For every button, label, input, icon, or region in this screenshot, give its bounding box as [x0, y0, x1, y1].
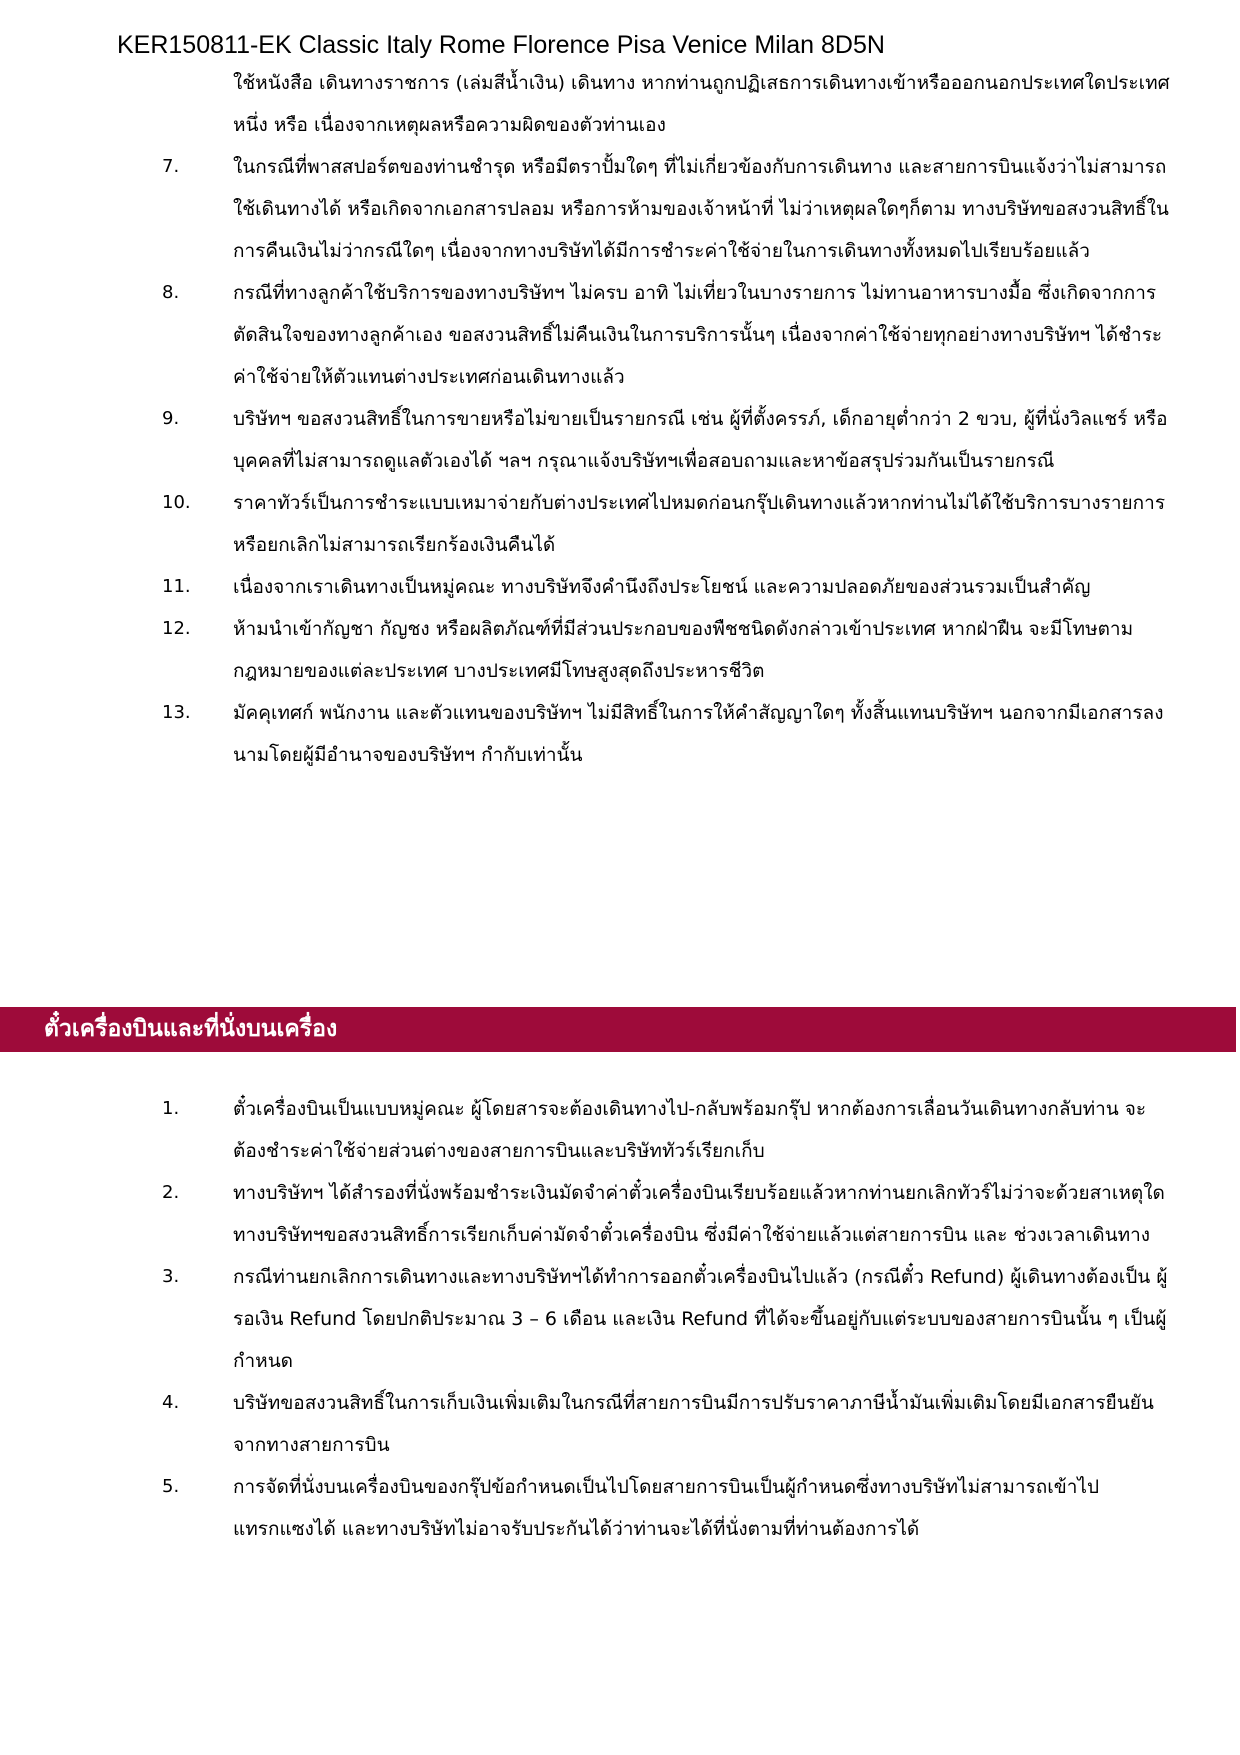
list-item-text: บริษัทฯ ขอสงวนสิทธิ์ในการขายหรือไม่ขายเป็นรายกรณี เช่น ผู้ที่ตั้งครรภ์, เด็กอายุต่ำกว่า 2 ขวบ, ผู้ที่นั่งวิลแชร์ หรือบุคคลที่ไม่สามารถดูแลตัวเองได้ ฯลฯ กรุณาแจ้งบริษัทฯเพื่อสอบถามและหาข้อสรุปร่วมกันเป็นรายกรณี — [233, 408, 1168, 472]
list-item-number: 10. — [162, 492, 191, 513]
list-item-text: มัคคุเทศก์ พนักงาน และตัวแทนของบริษัทฯ ไม่มีสิทธิ์ในการให้คำสัญญาใดๆ ทั้งสิ้นแทนบริษัทฯ นอกจากมีเอกสารลงนามโดยผู้มีอำนาจของบริษัทฯ กำกับเท่านั้น — [233, 702, 1164, 766]
list-item-number: 2. — [162, 1182, 180, 1203]
list-item-number: 7. — [162, 156, 180, 177]
list-item-number: 9. — [162, 408, 180, 429]
list-item — [0, 566, 1240, 608]
conditions-list — [0, 62, 1240, 776]
list-item-text: เนื่องจากเราเดินทางเป็นหมู่คณะ ทางบริษัทจึงคำนึงถึงประโยชน์ และความปลอดภัยของส่วนรวมเป็นสำคัญ — [233, 576, 1091, 598]
list-item-number: 12. — [162, 618, 191, 639]
list-item — [0, 1256, 1240, 1382]
document-header-title: KER150811-EK Classic Italy Rome Florence Pisa Venice Milan 8D5N — [117, 31, 885, 59]
list-item-text: บริษัทขอสงวนสิทธิ์ในการเก็บเงินเพิ่มเติมในกรณีที่สายการบินมีการปรับราคาภาษีน้ำมันเพิ่มเติมโดยมีเอกสารยืนยันจากทางสายการบิน — [233, 1392, 1154, 1456]
list-item-text: ตั๋วเครื่องบินเป็นแบบหมู่คณะ ผู้โดยสารจะต้องเดินทางไป-กลับพร้อมกรุ๊ป หากต้องการเลื่อนวันเดินทางกลับท่าน จะต้องชำระค่าใช้จ่ายส่วนต่างของสายการบินและบริษัททัวร์เรียกเก็บ — [233, 1098, 1147, 1162]
list-item-text: กรณีที่ทางลูกค้าใช้บริการของทางบริษัทฯ ไม่ครบ อาทิ ไม่เที่ยวในบางรายการ ไม่ทานอาหารบางมื้อ ซึ่งเกิดจากการตัดสินใจของทางลูกค้าเอง ขอสงวนสิทธิ์ไม่คืนเงินในการบริการนั้นๆ เนื่องจากค่าใช้จ่ายทุกอย่างทางบริษัทฯ ได้ชำระค่าใช้จ่ายให้ตัวแทนต่างประเทศก่อนเดินทางแล้ว — [233, 282, 1163, 388]
list-item-text: ทางบริษัทฯ ได้สำรองที่นั่งพร้อมชำระเงินมัดจำค่าตั๋วเครื่องบินเรียบร้อยแล้วหากท่านยกเลิกทัวร์ไม่ว่าจะด้วยสาเหตุใดทางบริษัทฯขอสงวนสิทธิ์การเรียกเก็บค่ามัดจำตั๋วเครื่องบิน ซึ่งมีค่าใช้จ่ายแล้วแต่สายการบิน และ ช่วงเวลาเดินทาง — [233, 1182, 1165, 1246]
section-header-bar — [0, 1007, 1236, 1052]
list-item-number: 1. — [162, 1098, 180, 1119]
list-item-text: กรณีท่านยกเลิกการเดินทางและทางบริษัทฯได้ทำการออกตั๋วเครื่องบินไปแล้ว (กรณีตั๋ว Refund) ผู้เดินทางต้องเป็น ผู้รอเงิน Refund โดยปกติประมาณ 3 – 6 เดือน และเงิน Refund ที่ได้จะขึ้นอยู่กับแต่ระบบของสายการบินนั้น ๆ เป็นผู้กำหนด — [233, 1266, 1168, 1372]
tickets-list — [0, 1088, 1240, 1550]
list-item-continued — [0, 62, 1240, 146]
list-item-number: 8. — [162, 282, 180, 303]
list-item — [0, 1172, 1240, 1256]
list-item-number: 4. — [162, 1392, 180, 1413]
list-item — [0, 1382, 1240, 1466]
list-item — [0, 1088, 1240, 1172]
list-item-number: 3. — [162, 1266, 180, 1287]
list-item-text: ห้ามนำเข้ากัญชา กัญชง หรือผลิตภัณฑ์ที่มีส่วนประกอบของพืชชนิดดังกล่าวเข้าประเทศ หากฝ่าฝืน จะมีโทษตามกฎหมายของแต่ละประเทศ บางประเทศมีโทษสูงสุดถึงประหารชีวิต — [233, 618, 1134, 682]
list-item — [0, 272, 1240, 398]
section-title: ตั๋วเครื่องบินและที่นั่งบนเครื่อง — [44, 1016, 338, 1042]
list-item — [0, 608, 1240, 692]
list-item — [0, 482, 1240, 566]
list-item-number: 13. — [162, 702, 191, 723]
list-item-text: ในกรณีที่พาสสปอร์ตของท่านชำรุด หรือมีตราปั้มใดๆ ที่ไม่เกี่ยวข้องกับการเดินทาง และสายการบินแจ้งว่าไม่สามารถใช้เดินทางได้ หรือเกิดจากเอกสารปลอม หรือการห้ามของเจ้าหน้าที่ ไม่ว่าเหตุผลใดๆก็ตาม ทางบริษัทขอสงวนสิทธิ์ในการคืนเงินไม่ว่ากรณีใดๆ เนื่องจากทางบริษัทได้มีการชำระค่าใช้จ่ายในการเดินทางทั้งหมดไปเรียบร้อยแล้ว — [233, 156, 1169, 262]
list-item — [0, 692, 1240, 776]
list-item — [0, 146, 1240, 272]
list-item-text: ราคาทัวร์เป็นการชำระแบบเหมาจ่ายกับต่างประเทศไปหมดก่อนกรุ๊ปเดินทางแล้วหากท่านไม่ได้ใช้บริการบางรายการหรือยกเลิกไม่สามารถเรียกร้องเงินคืนได้ — [233, 492, 1166, 556]
list-item-text: ใช้หนังสือ เดินทางราชการ (เล่มสีน้ำเงิน) เดินทาง หากท่านถูกปฏิเสธการเดินทางเข้าหรือออกนอกประเทศใดประเทศหนึ่ง หรือ เนื่องจากเหตุผลหรือความผิดของตัวท่านเอง — [233, 72, 1170, 136]
list-item-number: 5. — [162, 1476, 180, 1497]
list-item — [0, 1466, 1240, 1550]
list-item — [0, 398, 1240, 482]
list-item-number: 11. — [162, 576, 191, 597]
list-item-text: การจัดที่นั่งบนเครื่องบินของกรุ๊ปข้อกำหนดเป็นไปโดยสายการบินเป็นผู้กำหนดซึ่งทางบริษัทไม่สามารถเข้าไปแทรกแซงได้ และทางบริษัทไม่อาจรับประกันได้ว่าท่านจะได้ที่นั่งตามที่ท่านต้องการได้ — [233, 1476, 1100, 1540]
